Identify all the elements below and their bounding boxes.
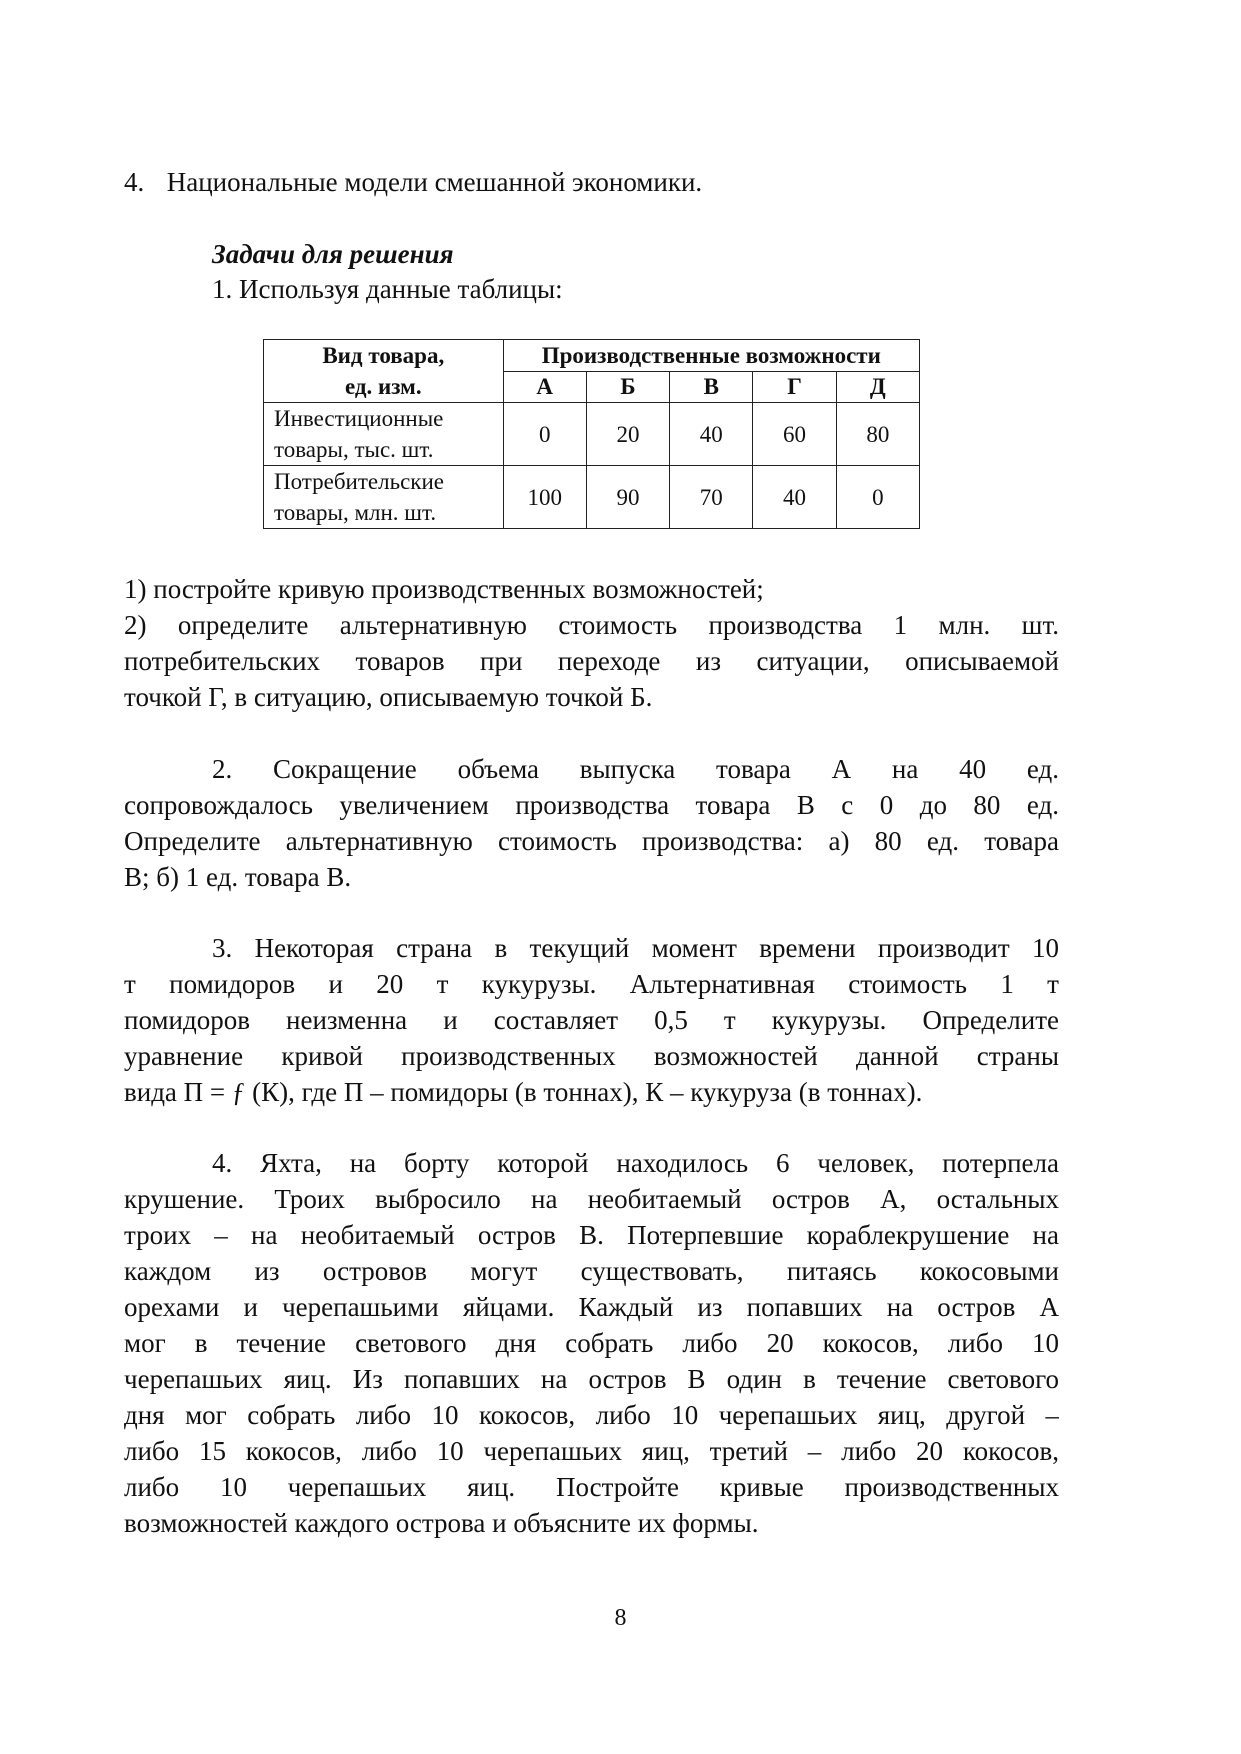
column-header: Д — [836, 371, 919, 403]
task4-line: 4. Яхта, на борту которой находилось 6 человек, потерпела — [212, 1148, 1059, 1178]
table-cell: 0 — [503, 403, 586, 466]
task3-line: уравнение кривой производственных возможностей данной страны — [124, 1041, 1059, 1071]
task3-line: 3. Некоторая страна в текущий момент времени производит 10 — [212, 933, 1059, 963]
task3-line: помидоров неизменна и составляет 0,5 т кукурузы. Определите — [124, 1005, 1059, 1035]
task4-line: черепашьих яиц. Из попавших на остров В один в течение светового — [124, 1364, 1059, 1394]
column-header: Б — [586, 371, 669, 403]
table-cell: 90 — [586, 466, 669, 529]
task4-line: каждом из островов могут существовать, питаясь кокосовыми — [124, 1256, 1059, 1286]
table-header-row — [264, 340, 920, 372]
row-label-line: товары, тыс. шт. — [274, 437, 434, 462]
section-heading-number: 4. — [124, 167, 145, 197]
table-cell: 60 — [753, 403, 836, 466]
header-group-cell: Производственные возможности — [503, 340, 919, 372]
task2-line: Определите альтернативную стоимость производства: а) 80 ед. товара — [124, 826, 1059, 856]
task2-line: 2. Сокращение объема выпуска товара А на 40 ед. — [212, 754, 1059, 784]
row-label-line: товары, млн. шт. — [274, 500, 437, 525]
task4-line: либо 15 кокосов, либо 10 черепашьих яиц, третий – либо 20 кокосов, — [124, 1436, 1059, 1466]
header-kind-line: Вид товара, — [322, 343, 445, 368]
section-heading-text: Национальные модели смешанной экономики. — [166, 167, 703, 197]
table-row — [264, 403, 920, 466]
task4-line: либо 10 черепашьих яиц. Постройте кривые производственных — [124, 1472, 1059, 1502]
task1-item: потребительских товаров при переходе из ситуации, описываемой — [124, 646, 1059, 676]
header-kind-line: ед. изм. — [344, 374, 422, 399]
table-cell: 0 — [836, 466, 919, 529]
table-cell: 80 — [836, 403, 919, 466]
row-label-line: Потребительские — [274, 469, 444, 494]
task3-line: вида П = ƒ (К), где П – помидоры (в тоннах), К – кукуруза (в тоннах). — [124, 1077, 923, 1107]
task4-line: орехами и черепашьими яйцами. Каждый из попавших на остров А — [124, 1292, 1059, 1322]
task4-line: мог в течение светового дня собрать либо 20 кокосов, либо 10 — [124, 1328, 1059, 1358]
task1-item: точкой Г, в ситуацию, описываемую точкой Б. — [124, 682, 653, 712]
task4-line: троих – на необитаемый остров В. Потерпевшие кораблекрушение на — [124, 1220, 1059, 1250]
page-number: 8 — [614, 1605, 627, 1631]
production-possibilities-table — [263, 339, 920, 529]
section-heading — [124, 164, 702, 200]
column-header: Г — [753, 371, 836, 403]
task4-line: возможностей каждого острова и объясните их формы. — [124, 1508, 759, 1538]
task1-intro: 1. Используя данные таблицы: — [212, 274, 563, 304]
task2-line: В; б) 1 ед. товара В. — [124, 862, 352, 892]
table-cell: 100 — [503, 466, 586, 529]
row-label — [264, 403, 504, 466]
header-kind-cell — [264, 340, 504, 403]
task4-line: крушение. Троих выбросило на необитаемый остров А, остальных — [124, 1184, 1059, 1214]
table-row — [264, 466, 920, 529]
task1-item: 2) определите альтернативную стоимость производства 1 млн. шт. — [124, 610, 1059, 640]
row-label-line: Инвестиционные — [274, 406, 444, 431]
column-header: А — [503, 371, 586, 403]
task2-line: сопровождалось увеличением производства товара В с 0 до 80 ед. — [124, 790, 1059, 820]
tasks-subheading: Задачи для решения — [212, 239, 454, 269]
column-header: В — [670, 371, 753, 403]
row-label — [264, 466, 504, 529]
table-cell: 40 — [753, 466, 836, 529]
task4-line: дня мог собрать либо 10 кокосов, либо 10 черепашьих яиц, другой – — [124, 1400, 1059, 1430]
task1-item: 1) постройте кривую производственных возможностей; — [124, 574, 764, 604]
table-cell: 70 — [670, 466, 753, 529]
table-cell: 20 — [586, 403, 669, 466]
table-cell: 40 — [670, 403, 753, 466]
task3-line: т помидоров и 20 т кукурузы. Альтернативная стоимость 1 т — [124, 969, 1059, 999]
